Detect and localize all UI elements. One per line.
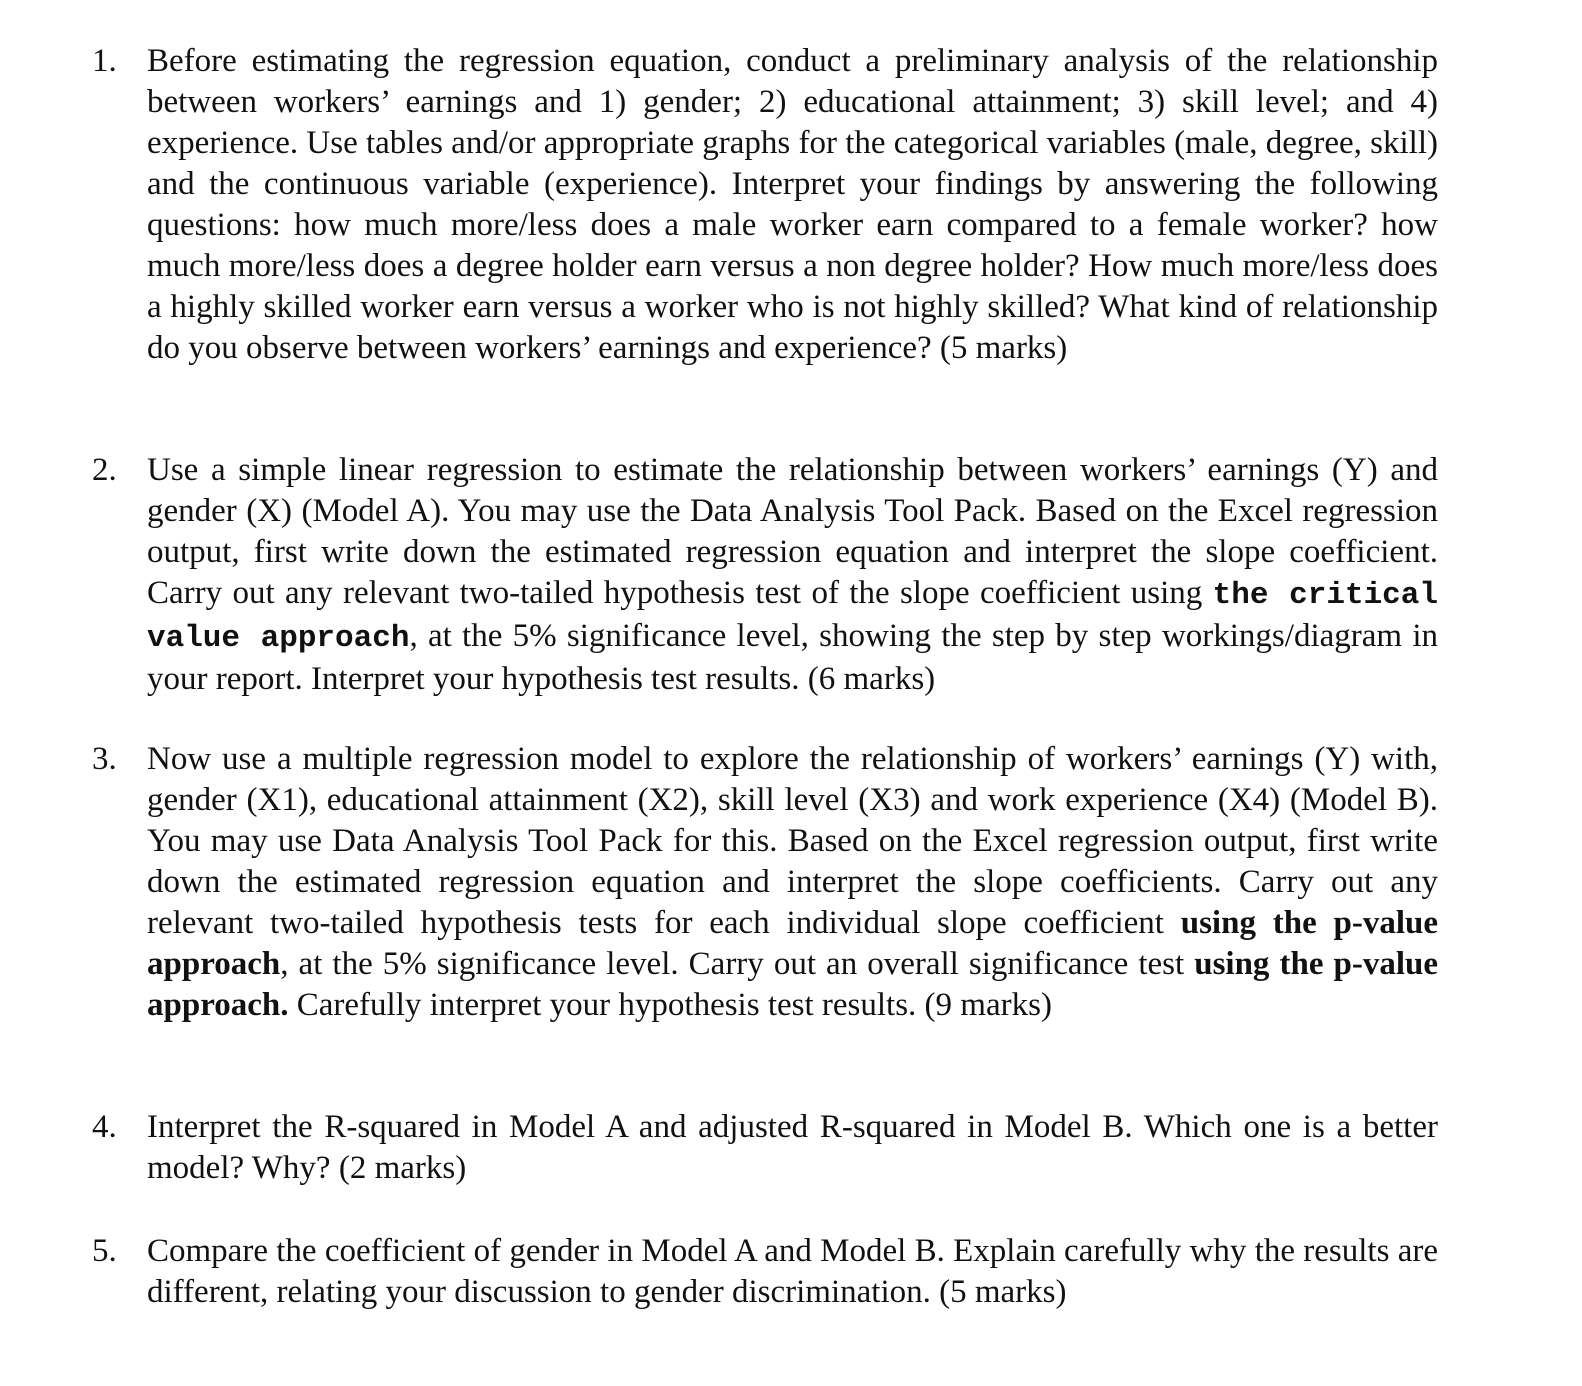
question-number: 2. xyxy=(92,452,117,488)
question-text-run: Now use a multiple regression model to explore the relationship of workers’ earnings (Y) with, gender (X1), educational attainment (X2), skill level (X3) and work experience (X4) (Model B). You may use Data Analysis Tool Pack for this. Based on the Excel regression output, first write down the estimated regression equation and interpret the slope coefficients. Carry out any relevant two-tailed hypothesis tests for each individual slope coefficient xyxy=(147,741,1438,941)
question-text-run: , at the 5% significance level, showing the step by step workings/diagram in your report. Interpret your hypothesis test results. (6 marks) xyxy=(147,618,1438,697)
question-text-run: Use a simple linear regression to estimate the relationship between workers’ earnings (Y) and gender (X) (Model A). You may use the Data Analysis Tool Pack. Based on the Excel regression output, first write down the estimated regression equation and interpret the slope coefficient. Carry out any relevant two-tailed hypothesis test of the slope coefficient using xyxy=(147,452,1438,611)
emphasis-p-value-approach: using the p-value approach xyxy=(147,905,1438,982)
question-text-run: , at the 5% significance level. Carry out an overall significance test xyxy=(280,946,1195,982)
question-4 xyxy=(92,1107,1438,1189)
emphasis-critical-value-approach: the critical value approach xyxy=(147,578,1438,656)
question-3 xyxy=(92,739,1438,1026)
question-2 xyxy=(92,450,1438,700)
question-text xyxy=(147,1107,1438,1189)
question-text xyxy=(147,739,1438,1026)
question-text-run: Before estimating the regression equation, conduct a preliminary analysis of the relationship between workers’ earnings and 1) gender; 2) educational attainment; 3) skill level; and 4) experience. Use tables and/or appropriate graphs for the categorical variables (male, degree, skill) and the continuous variable (experience). Interpret your findings by answering the following questions: how much more/less does a male worker earn compared to a female worker? how much more/less does a degree holder earn versus a non degree holder? How much more/less does a highly skilled worker earn versus a worker who is not highly skilled? What kind of relationship do you observe between workers’ earnings and experience? (5 marks) xyxy=(147,43,1438,366)
question-number: 4. xyxy=(92,1109,117,1145)
question-text xyxy=(147,41,1438,369)
question-text xyxy=(147,450,1438,700)
question-5 xyxy=(92,1231,1438,1313)
question-text-run: Interpret the R-squared in Model A and adjusted R-squared in Model B. Which one is a better model? Why? (2 marks) xyxy=(147,1109,1438,1186)
question-1 xyxy=(92,41,1438,369)
question-text-run: Compare the coefficient of gender in Model A and Model B. Explain carefully why the results are different, relating your discussion to gender discrimination. (5 marks) xyxy=(147,1233,1438,1310)
question-text xyxy=(147,1231,1438,1313)
question-number: 5. xyxy=(92,1233,117,1269)
emphasis-p-value-approach-overall: using the p-value approach. xyxy=(147,946,1439,1023)
question-number: 1. xyxy=(92,43,117,79)
question-text-run: Carefully interpret your hypothesis test results. (9 marks) xyxy=(288,987,1052,1023)
question-number: 3. xyxy=(92,741,117,777)
